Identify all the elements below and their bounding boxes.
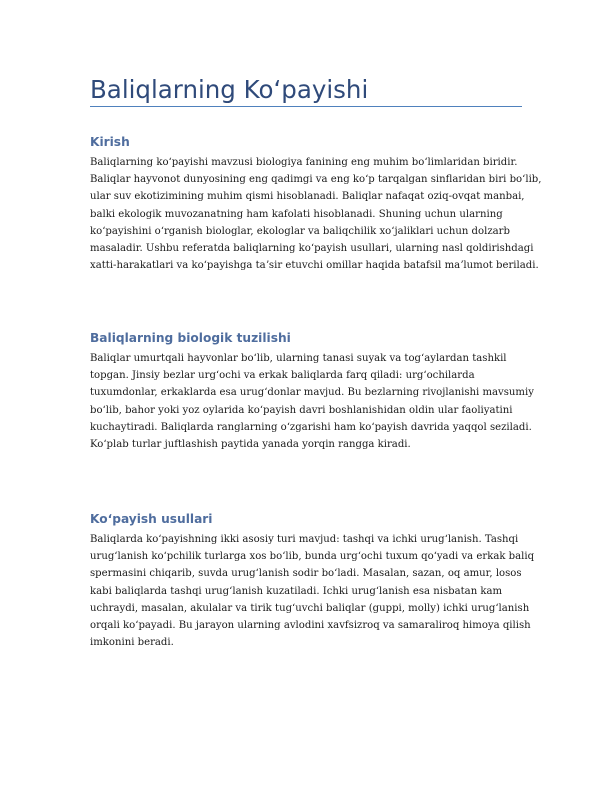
section-paragraph xyxy=(90,154,542,274)
section-heading: Koʻpayish usullari xyxy=(90,512,213,526)
paragraph-line: orqali koʻpayadi. Bu jarayon ularning avlodini xavfsizroq va samaraliroq himoya qilish xyxy=(90,620,531,632)
paragraph-line: kabi baliqlarda tashqi urugʻlanish kuzatiladi. Ichki urugʻlanish esa nisbatan kam xyxy=(90,585,503,597)
paragraph-line: Baliqlar hayvonot dunyosining eng qadimgi va eng koʻp tarqalgan sinflaridan biri boʻlib, xyxy=(90,174,542,186)
section-kopayish-usullari xyxy=(90,511,535,651)
paragraph-line: urugʻlanish koʻpchilik turlarga xos boʻlib, bunda urgʻochi tuxum qoʻyadi va erkak baliq xyxy=(90,551,535,563)
section-heading: Kirish xyxy=(90,135,130,149)
paragraph-line: tuxumdonlar, erkaklarda esa urugʻdonlar mavjud. Bu bezlarning rivojlanishi mavsumiy xyxy=(90,387,534,399)
paragraph-line: uchraydi, masalan, akulalar va tirik tugʻuvchi baliqlar (guppi, molly) ichki urugʻlanish xyxy=(90,602,530,614)
paragraph-line: Baliqlarda koʻpayishning ikki asosiy turi mavjud: tashqi va ichki urugʻlanish. Tashqi xyxy=(90,534,519,545)
paragraph-line: ular suv ekotizimining muhim qismi hisoblanadi. Baliqlar nafaqat oziq-ovqat manbai, xyxy=(90,191,525,203)
section-kirish xyxy=(90,134,542,274)
paragraph-line: Baliqlarning koʻpayishi mavzusi biologiya fanining eng muhim boʻlimlaridan biridir. xyxy=(90,157,518,168)
paragraph-line: spermasini chiqarib, suvda urugʻlanish sodir boʻladi. Masalan, sazan, oq amur, losos xyxy=(90,568,522,580)
paragraph-line: Baliqlar umurtqali hayvonlar boʻlib, ularning tanasi suyak va togʻaylardan tashkil xyxy=(90,353,507,364)
section-paragraph xyxy=(90,350,534,453)
paragraph-line: topgan. Jinsiy bezlar urgʻochi va erkak baliqlarda farq qiladi: urgʻochilarda xyxy=(90,370,475,382)
paragraph-line: koʻpayishini oʻrganish biologlar, ekologlar va baliqchilik xoʻjaliklari uchun dolzarb xyxy=(90,225,510,237)
paragraph-line: Koʻplab turlar juftlashish paytida yanada yorqin rangga kiradi. xyxy=(90,439,411,451)
section-biologik-tuzilishi xyxy=(90,330,534,453)
paragraph-line: masaladir. Ushbu referatda baliqlarning koʻpayish usullari, ularning nasl qoldirishdagi xyxy=(90,243,534,255)
paragraph-line: kuchaytiradi. Baliqlarda ranglarning oʻzgarishi ham koʻpayish davrida yaqqol seziladi. xyxy=(90,421,532,433)
paragraph-line: boʻlib, bahor yoki yoz oylarida koʻpayish davri boshlanishidan oldin ular faoliyatini xyxy=(90,404,513,416)
section-heading: Baliqlarning biologik tuzilishi xyxy=(90,331,291,345)
paragraph-line: xatti-harakatlari va koʻpayishga taʼsir etuvchi omillar haqida batafsil maʼlumot beriladi. xyxy=(90,260,539,272)
paragraph-line: balki ekologik muvozanatning ham kafolati hisoblanadi. Shuning uchun ularning xyxy=(90,208,503,220)
section-paragraph xyxy=(90,531,535,651)
document-title: Baliqlarning Koʻpayishi xyxy=(90,75,369,104)
paragraph-line: imkonini beradi. xyxy=(90,637,174,649)
title-underline xyxy=(90,106,522,107)
